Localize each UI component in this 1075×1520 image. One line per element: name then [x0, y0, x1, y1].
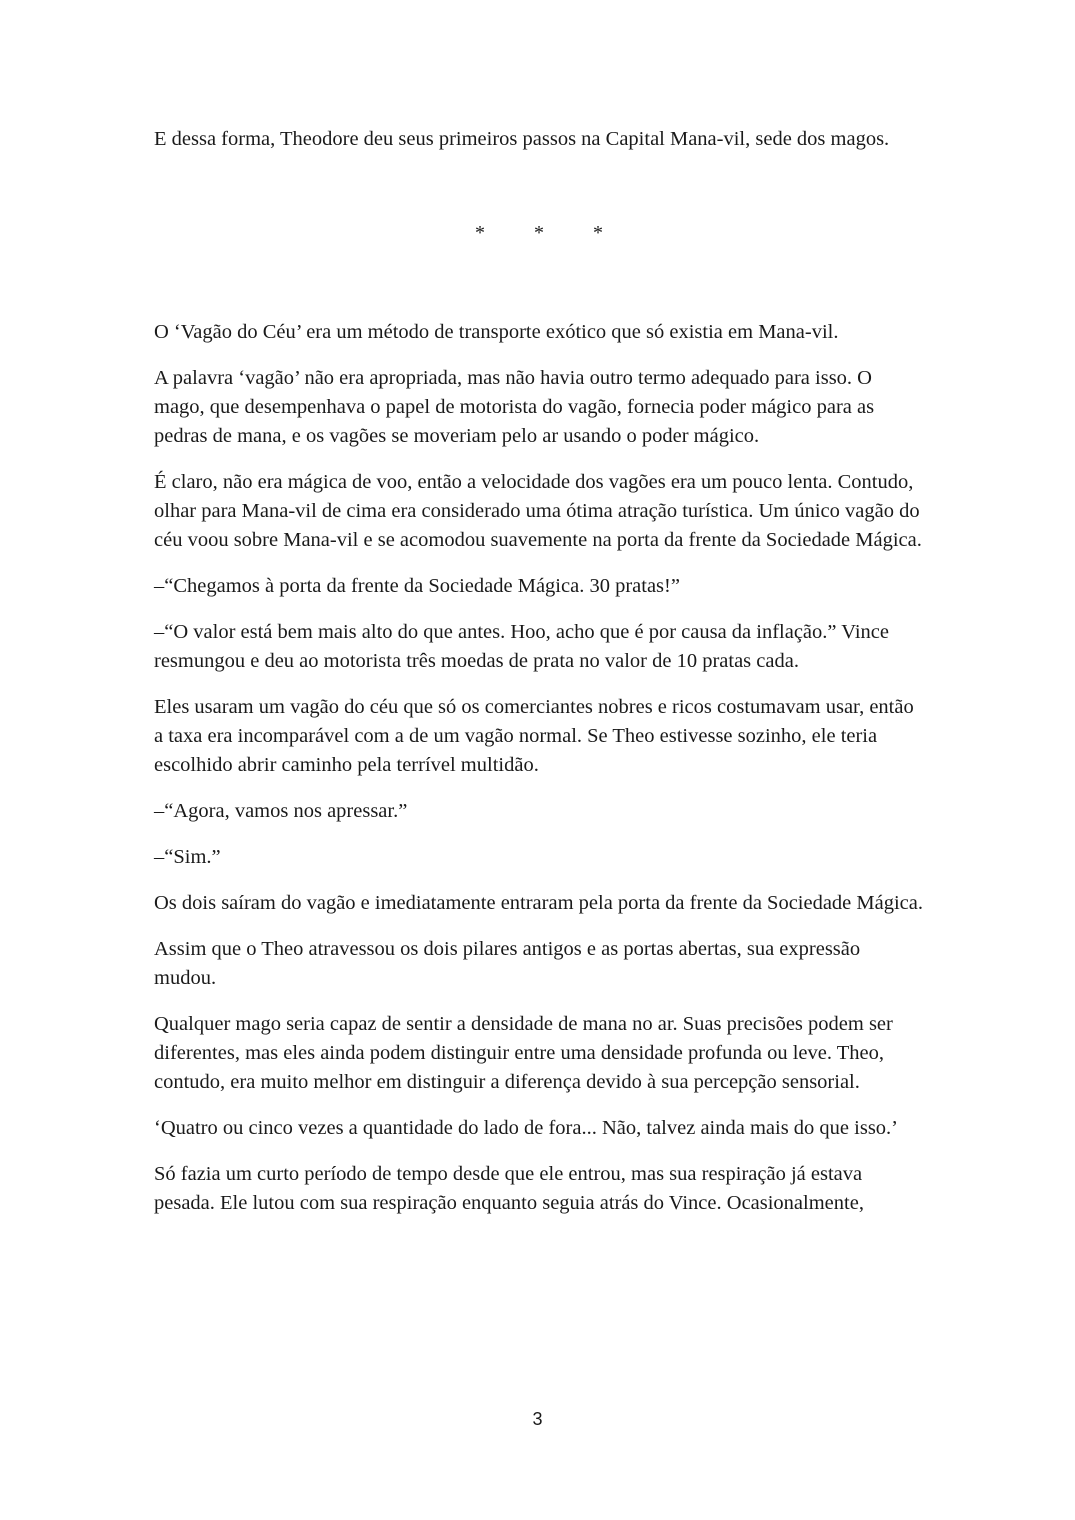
paragraph-1: O ‘Vagão do Céu’ era um método de transporte exótico que só existia em Mana-vil.	[154, 321, 839, 343]
section-separator: * * *	[475, 222, 625, 244]
dialogue-line-2: –“O valor está bem mais alto do que antes. Hoo, acho que é por causa da inflação.” Vince resmungou e deu ao motorista três moedas de prata no valor de 10 pratas cada.	[154, 621, 889, 672]
dialogue-line-3: –“Agora, vamos nos apressar.”	[154, 800, 408, 822]
document-body	[154, 125, 924, 1235]
paragraph-9: Os dois saíram do vagão e imediatamente entraram pela porta da frente da Sociedade Mágica.	[154, 892, 924, 914]
dialogue-line-4: –“Sim.”	[154, 846, 221, 868]
paragraph-2: A palavra ‘vagão’ não era apropriada, mas não havia outro termo adequado para isso. O mago, que desempenhava o papel de motorista do vagão, fornecia poder mágico para as pedras de mana, e os vagões se moveriam pelo ar usando o poder mágico.	[154, 367, 875, 447]
thought-line: ‘Quatro ou cinco vezes a quantidade do lado de fora... Não, talvez ainda mais do que isso.’	[154, 1117, 899, 1139]
paragraph-6: Eles usaram um vagão do céu que só os comerciantes nobres e ricos costumavam usar, então a taxa era incomparável com a de um vagão normal. Se Theo estivesse sozinho, ele teria escolhido abrir caminho pela terrível multidão.	[154, 696, 914, 776]
paragraph-3: É claro, não era mágica de voo, então a velocidade dos vagões era um pouco lenta. Contudo, olhar para Mana-vil de cima era considerado uma ótima atração turística. Um único vagão do céu voou sobre Mana-vil e se acomodou suavemente na porta da frente da Sociedade Mágica.	[154, 471, 922, 551]
paragraph-10: Assim que o Theo atravessou os dois pilares antigos e as portas abertas, sua expressão mudou.	[154, 938, 861, 989]
dialogue-line-1: –“Chegamos à porta da frente da Sociedade Mágica. 30 pratas!”	[154, 575, 680, 597]
page-number: 3	[532, 1409, 543, 1429]
paragraph-11: Qualquer mago seria capaz de sentir a densidade de mana no ar. Suas precisões podem ser diferentes, mas eles ainda podem distinguir entre uma densidade profunda ou leve. Theo, contudo, era muito melhor em distinguir a diferença devido à sua percepção sensorial.	[154, 1013, 893, 1093]
intro-paragraph: E dessa forma, Theodore deu seus primeiros passos na Capital Mana-vil, sede dos magos.	[154, 128, 890, 150]
paragraph-13: Só fazia um curto período de tempo desde que ele entrou, mas sua respiração já estava pesada. Ele lutou com sua respiração enquanto seguia atrás do Vince. Ocasionalmente,	[154, 1163, 864, 1214]
